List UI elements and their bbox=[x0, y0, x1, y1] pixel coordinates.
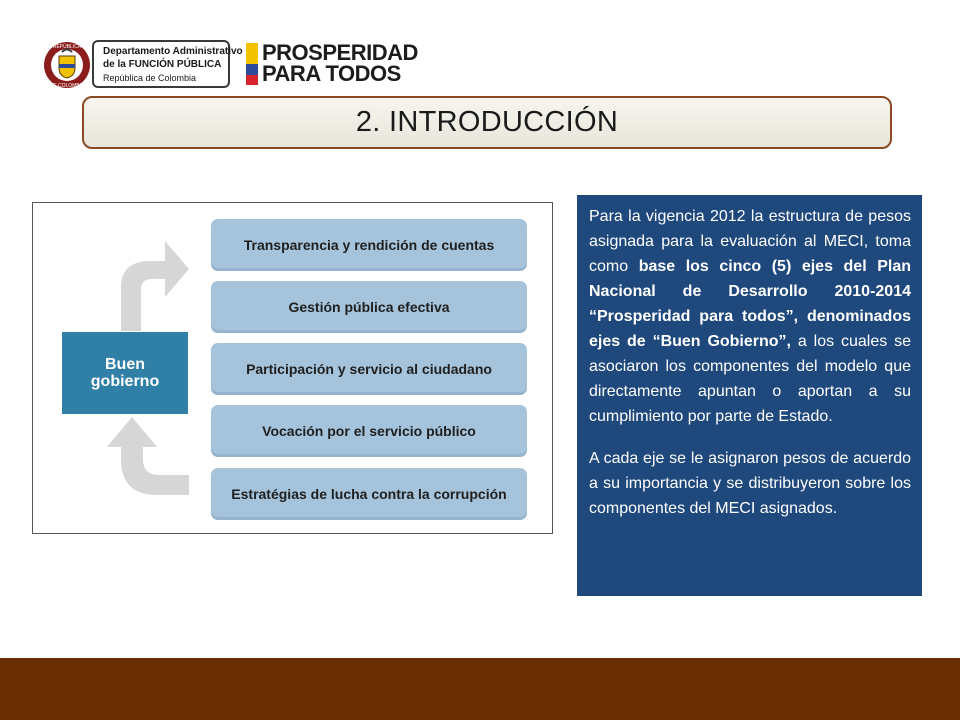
axis-label: Vocación por el servicio público bbox=[262, 423, 476, 439]
axis-label: Estratégias de lucha contra la corrupción bbox=[231, 486, 507, 502]
colombia-seal-logo bbox=[42, 40, 92, 90]
dafp-logo-line3: República de Colombia bbox=[103, 73, 197, 83]
axis-label: Participación y servicio al ciudadano bbox=[246, 361, 492, 377]
seal-text-top: REPÚBLICA bbox=[52, 44, 82, 50]
intro-text-panel bbox=[577, 195, 922, 596]
buen-gobierno-box bbox=[62, 332, 188, 414]
intro-p1-bold: base los cinco (5) ejes del Plan Nacional de Desarrollo 2010-2014 “Prosperidad para todos”, denominados ejes de “Buen Gobierno”, bbox=[589, 258, 911, 350]
buen-gobierno-diagram bbox=[32, 202, 553, 534]
buen-gobierno-label-line2: gobierno bbox=[90, 373, 160, 390]
buen-gobierno-label-line1: Buen bbox=[105, 356, 145, 373]
footer-band bbox=[0, 658, 960, 720]
title-bar bbox=[82, 96, 892, 149]
intro-p1-text-end: a los cuales se asociaron los componentes del modelo que directamente apuntan o aportan a su cumplimiento por parte de Estado. bbox=[589, 333, 912, 425]
dafp-logo-line2: de la FUNCIÓN PÚBLICA bbox=[103, 59, 222, 70]
lower-curved-arrow-icon bbox=[107, 415, 189, 495]
upper-curved-arrow-icon bbox=[121, 241, 189, 331]
axis-label: Gestión pública efectiva bbox=[288, 299, 450, 315]
axis-box-vocacion bbox=[211, 405, 527, 457]
prosperidad-logo-line2: PARA TODOS bbox=[262, 61, 401, 86]
axis-box-participacion bbox=[211, 343, 527, 395]
axis-label: Transparencia y rendición de cuentas bbox=[243, 237, 495, 253]
intro-p1-text: Para la vigencia 2012 la estructura de pesos asignada para la evaluación al MECI, toma como bbox=[589, 208, 911, 275]
intro-paragraph-1 bbox=[589, 204, 911, 429]
prosperidad-logo-line1: PROSPERIDAD bbox=[262, 40, 418, 65]
dafp-logo bbox=[92, 40, 243, 88]
axis-box-gestion bbox=[211, 281, 527, 333]
axis-box-transparencia bbox=[211, 219, 527, 271]
axis-box-corrupcion bbox=[211, 468, 527, 520]
page-title: 2. INTRODUCCIÓN bbox=[355, 106, 619, 138]
dafp-logo-line1: Departamento Administrativo bbox=[103, 46, 243, 57]
seal-text-bottom: DE COLOMBIA bbox=[49, 83, 85, 89]
intro-paragraph-2: A cada eje se le asignaron pesos de acuerdo a su importancia y se distribuyeron sobre los componentes del MECI asignados. bbox=[589, 450, 911, 517]
colombia-flag-icon bbox=[246, 43, 258, 85]
